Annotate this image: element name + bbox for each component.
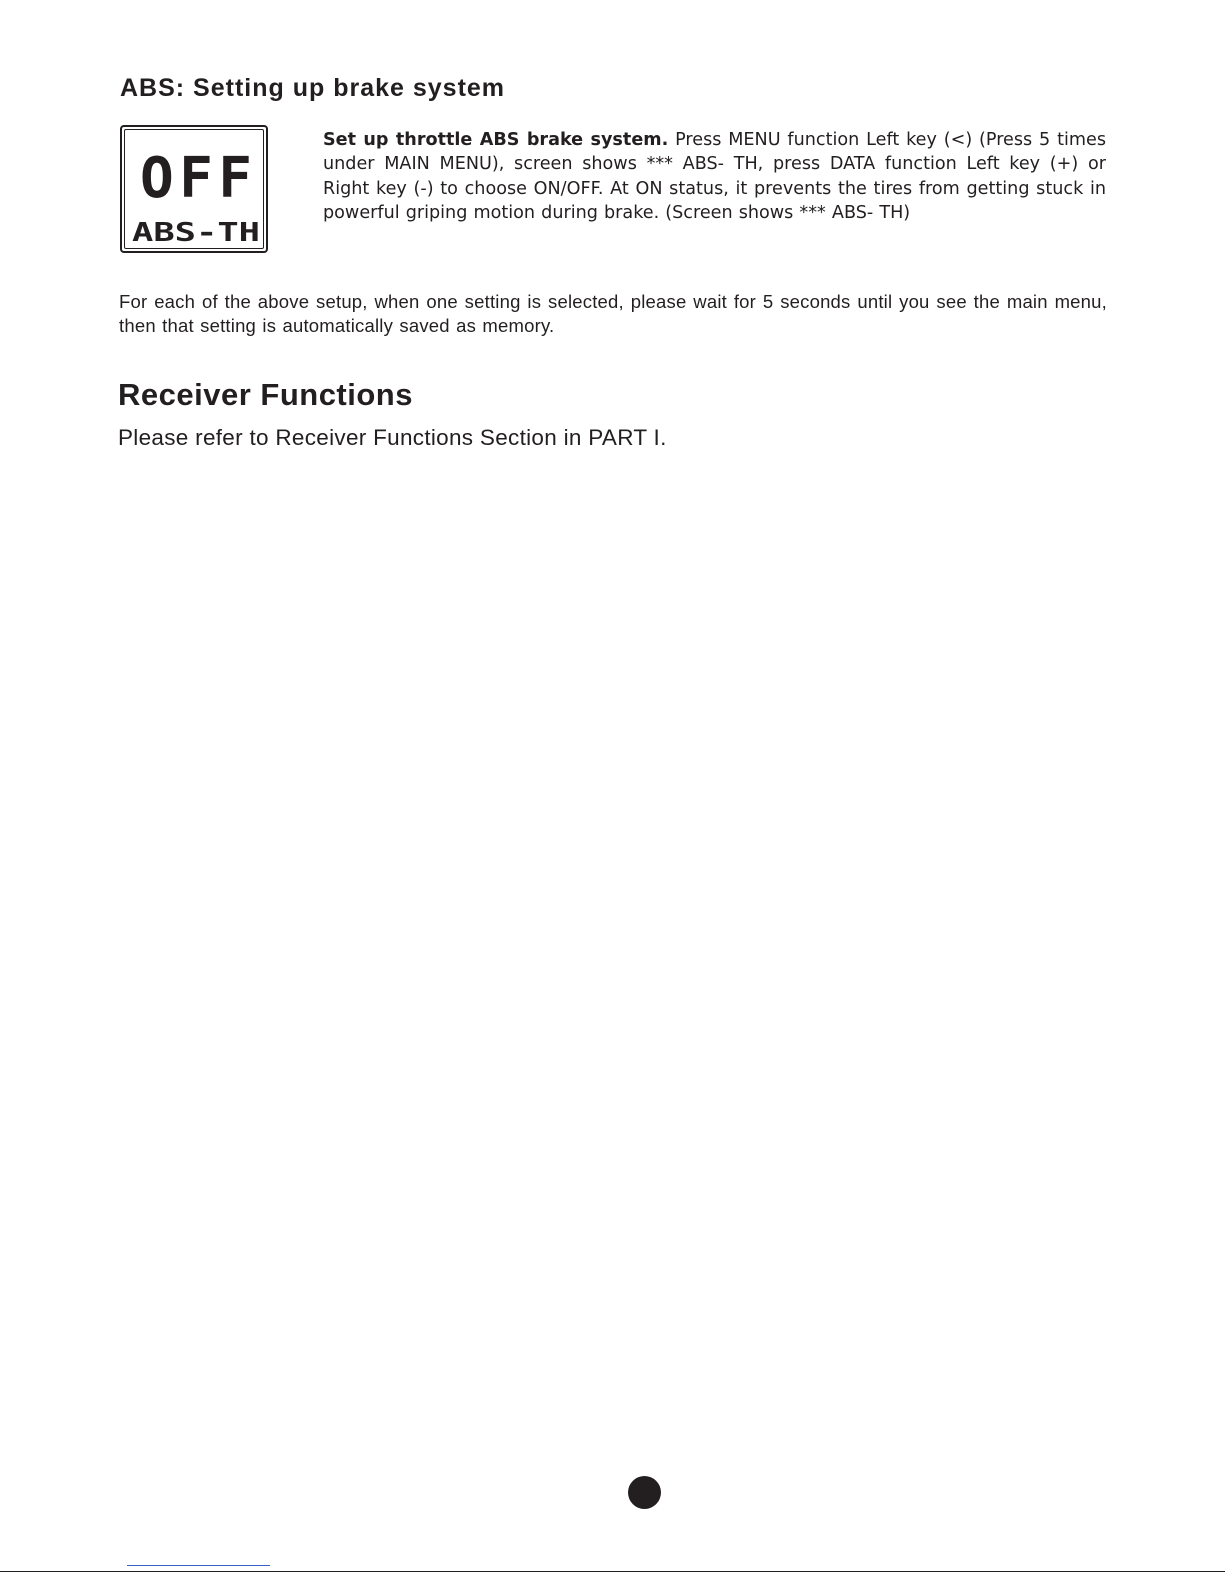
abs-description-text: Press MENU function Left key (<) (Press 5 times under MAIN MENU), screen shows *** ABS- TH, press DATA function Left key (+) or Right key (-) to choose ON/OFF. At ON status, it prevents the tires from getting stuck in powerful griping motion during brake. (Screen shows *** ABS- TH) — [323, 130, 1106, 223]
abs-section-heading: ABS: Setting up brake system — [120, 74, 506, 102]
page-number-dot — [628, 1476, 661, 1509]
lcd-display-illustration — [120, 125, 268, 253]
abs-description-bold: Set up throttle ABS brake system. — [323, 130, 669, 150]
lcd-label-text: ABS-TH — [132, 218, 260, 248]
lcd-screen-graphic — [122, 127, 270, 255]
footer-rule — [0, 1571, 1225, 1572]
receiver-functions-text: Please refer to Receiver Functions Section in PART I. — [118, 425, 667, 450]
lcd-value-text: OFF — [140, 146, 252, 211]
abs-description — [323, 128, 1106, 225]
setup-save-note: For each of the above setup, when one setting is selected, please wait for 5 seconds until you see the main menu, then that setting is automatically saved as memory. — [119, 291, 1107, 336]
receiver-functions-heading: Receiver Functions — [118, 377, 413, 412]
footer-link-underline — [127, 1565, 270, 1566]
